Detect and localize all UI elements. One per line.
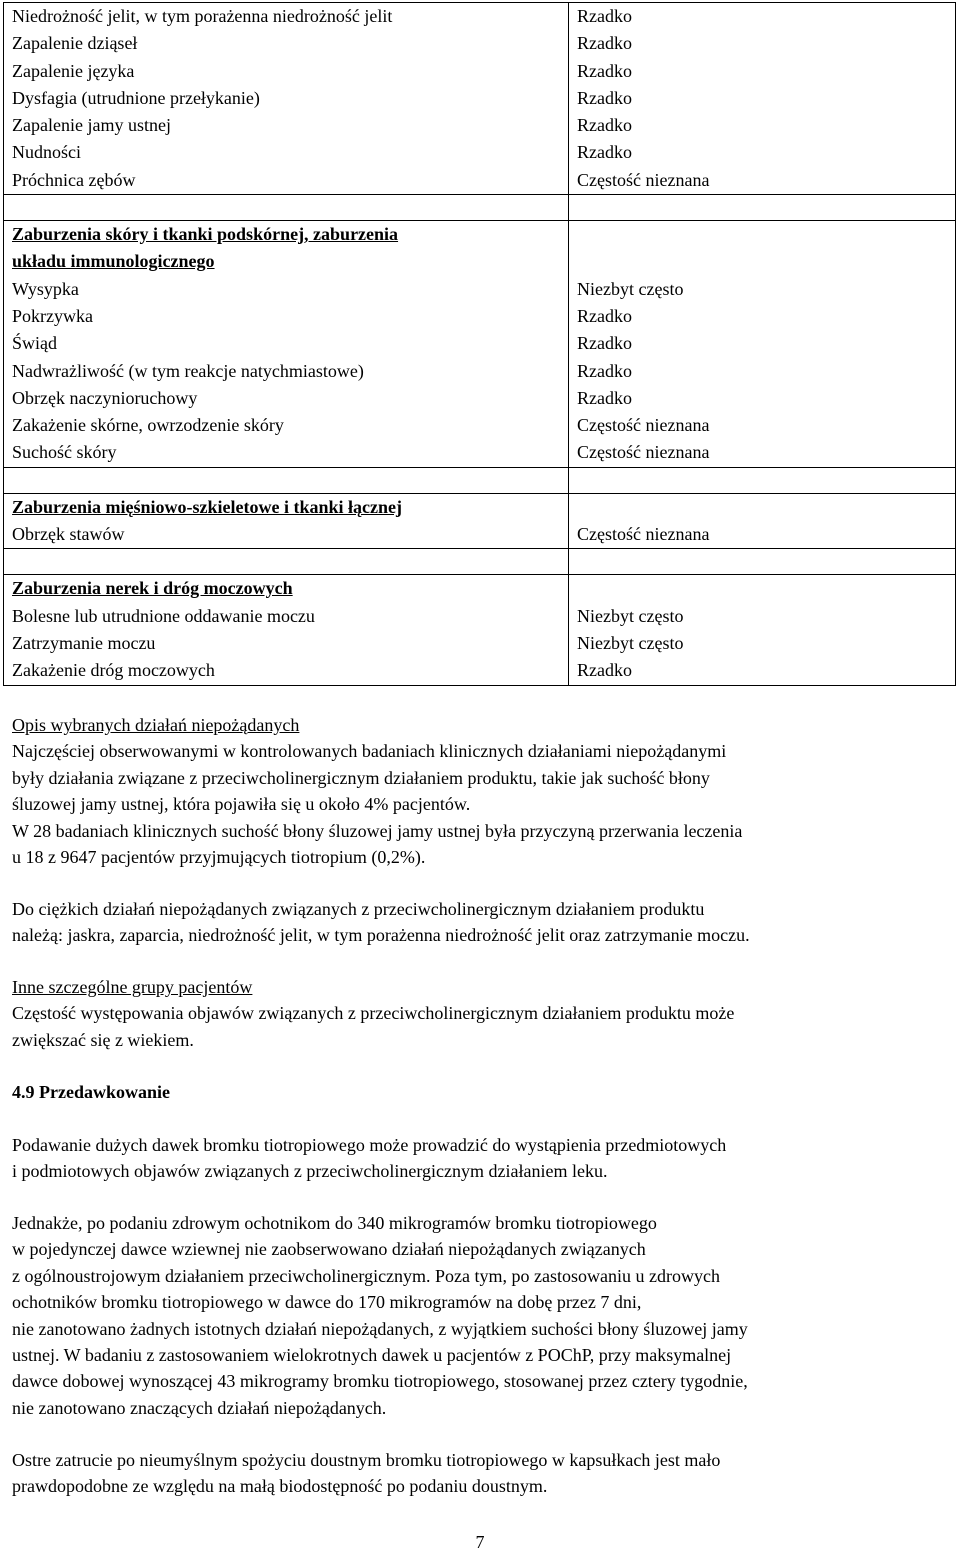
section-heading: Opis wybranych działań niepożądanych bbox=[12, 715, 300, 735]
paragraph-line: były działania związane z przeciwcholinergicznym działaniem produktu, takie jak suchość błony bbox=[12, 767, 710, 788]
overdose-heading-block bbox=[12, 1079, 952, 1105]
term-cell bbox=[4, 493, 569, 549]
selected-adverse-reactions-section bbox=[12, 712, 952, 870]
term: Świąd bbox=[12, 333, 57, 354]
frequency: Rzadko bbox=[577, 60, 632, 81]
table-row bbox=[4, 493, 956, 549]
paragraph-line: u 18 z 9647 pacjentów przyjmujących tiotropium (0,2%). bbox=[12, 847, 426, 868]
paragraph-line: ochotników bromku tiotropiowego w dawce do 170 mikrogramów na dobę przez 7 dni, bbox=[12, 1292, 642, 1313]
frequency: Rzadko bbox=[577, 33, 632, 54]
section-heading: Inne szczególne grupy pacjentów bbox=[12, 977, 253, 997]
frequency: Niezbyt często bbox=[577, 278, 684, 299]
page-number: 7 bbox=[475, 1532, 485, 1552]
paragraph-line: Ostre zatrucie po nieumyślnym spożyciu doustnym bromku tiotropiowego w kapsułkach jest mało bbox=[12, 1450, 721, 1470]
term: Zapalenie jamy ustnej bbox=[12, 115, 171, 136]
term: Zatrzymanie moczu bbox=[12, 632, 156, 653]
paragraph-line: nie zanotowano żadnych istotnych działań niepożądanych, z wyjątkiem suchości błony śluzowej jamy bbox=[12, 1318, 748, 1339]
group-header: Zaburzenia nerek i dróg moczowych bbox=[12, 578, 293, 599]
paragraph-line: nie zanotowano znaczących działań niepożądanych. bbox=[12, 1397, 387, 1418]
frequency: Rzadko bbox=[577, 305, 632, 326]
overdose-paragraph-2 bbox=[12, 1210, 952, 1421]
frequency-cell bbox=[569, 221, 956, 468]
paragraph-line: Do ciężkich działań niepożądanych związanych z przeciwcholinergicznym działaniem produktu bbox=[12, 899, 705, 919]
term: Obrzęk naczynioruchowy bbox=[12, 387, 198, 408]
term: Dysfagia (utrudnione przełykanie) bbox=[12, 87, 260, 108]
group-header: Zaburzenia skóry i tkanki podskórnej, zaburzenia bbox=[12, 224, 399, 245]
paragraph-line: z ogólnoustrojowym działaniem przeciwcholinergicznym. Poza tym, po zastosowaniu u zdrowych bbox=[12, 1265, 720, 1286]
paragraph-line: należą: jaskra, zaparcia, niedrożność jelit, w tym porażenna niedrożność jelit oraz zatrzymanie moczu. bbox=[12, 925, 750, 946]
term: Zapalenie języka bbox=[12, 60, 135, 81]
paragraph-line: dawce dobowej wynoszącej 43 mikrogramy bromku tiotropiowego, stosowanej przez cztery tygodnie, bbox=[12, 1371, 748, 1392]
term: Wysypka bbox=[12, 278, 79, 299]
paragraph-line: i podmiotowych objawów związanych z przeciwcholinergicznym działaniem leku. bbox=[12, 1161, 608, 1182]
frequency-cell bbox=[569, 575, 956, 685]
term: Niedrożność jelit, w tym porażenna niedrożność jelit bbox=[12, 6, 393, 26]
term-cell bbox=[4, 3, 569, 195]
table-row bbox=[4, 3, 956, 195]
frequency: Rzadko bbox=[577, 115, 632, 136]
term: Nadwrażliwość (w tym reakcje natychmiastowe) bbox=[12, 360, 364, 381]
overdose-paragraph-3 bbox=[12, 1447, 952, 1500]
term: Zakażenie skórne, owrzodzenie skóry bbox=[12, 415, 284, 436]
paragraph-line: zwiększać się z wiekiem. bbox=[12, 1029, 194, 1050]
term: Obrzęk stawów bbox=[12, 524, 125, 545]
overdose-paragraph-1 bbox=[12, 1132, 952, 1185]
term: Zakażenie dróg moczowych bbox=[12, 660, 215, 681]
frequency: Niezbyt często bbox=[577, 605, 684, 626]
paragraph-line: Podawanie dużych dawek bromku tiotropiowego może prowadzić do wystąpienia przedmiotowych bbox=[12, 1135, 727, 1155]
term-cell bbox=[4, 221, 569, 468]
frequency: Rzadko bbox=[577, 6, 632, 26]
spacer-row bbox=[4, 549, 956, 575]
term-cell bbox=[4, 575, 569, 685]
paragraph-line: w pojedynczej dawce wziewnej nie zaobserwowano działań niepożądanych związanych bbox=[12, 1239, 646, 1260]
paragraph-line: Częstość występowania objawów związanych z przeciwcholinergicznym działaniem produktu może bbox=[12, 1003, 735, 1024]
frequency-cell bbox=[569, 3, 956, 195]
term: Pokrzywka bbox=[12, 305, 93, 326]
frequency: Częstość nieznana bbox=[577, 169, 710, 190]
frequency: Rzadko bbox=[577, 333, 632, 354]
group-header: układu immunologicznego bbox=[12, 251, 215, 272]
frequency: Rzadko bbox=[577, 387, 632, 408]
frequency: Częstość nieznana bbox=[577, 442, 710, 463]
term: Suchość skóry bbox=[12, 442, 117, 463]
spacer-row bbox=[4, 195, 956, 221]
table-row bbox=[4, 221, 956, 468]
frequency: Częstość nieznana bbox=[577, 524, 710, 545]
frequency: Częstość nieznana bbox=[577, 415, 710, 436]
special-groups-section bbox=[12, 974, 952, 1053]
frequency-cell bbox=[569, 493, 956, 549]
frequency: Niezbyt często bbox=[577, 632, 684, 653]
paragraph-line: Jednakże, po podaniu zdrowym ochotnikom do 340 mikrogramów bromku tiotropiowego bbox=[12, 1213, 657, 1233]
frequency: Rzadko bbox=[577, 360, 632, 381]
paragraph-line: prawdopodobne ze względu na małą biodostępność po podaniu doustnym. bbox=[12, 1476, 548, 1497]
frequency: Rzadko bbox=[577, 660, 632, 681]
table-row bbox=[4, 575, 956, 685]
paragraph-line: W 28 badaniach klinicznych suchość błony śluzowej jamy ustnej była przyczyną przerwania leczenia bbox=[12, 820, 743, 841]
adverse-events-table bbox=[3, 2, 956, 686]
term: Nudności bbox=[12, 142, 81, 163]
section-heading: 4.9 Przedawkowanie bbox=[12, 1082, 170, 1102]
paragraph-line: Najczęściej obserwowanymi w kontrolowanych badaniach klinicznych działaniami niepożądanymi bbox=[12, 741, 727, 762]
term: Próchnica zębów bbox=[12, 169, 136, 190]
spacer-row bbox=[4, 467, 956, 493]
paragraph-line: ustnej. W badaniu z zastosowaniem wielokrotnych dawek u pacjentów z POChP, przy maksymalnej bbox=[12, 1345, 732, 1366]
group-header: Zaburzenia mięśniowo-szkieletowe i tkanki łącznej bbox=[12, 496, 402, 517]
paragraph-line: śluzowej jamy ustnej, która pojawiła się u około 4% pacjentów. bbox=[12, 794, 471, 815]
term: Bolesne lub utrudnione oddawanie moczu bbox=[12, 605, 315, 626]
frequency: Rzadko bbox=[577, 87, 632, 108]
serious-reactions-paragraph bbox=[12, 896, 952, 949]
term: Zapalenie dziąseł bbox=[12, 33, 138, 54]
frequency: Rzadko bbox=[577, 142, 632, 163]
